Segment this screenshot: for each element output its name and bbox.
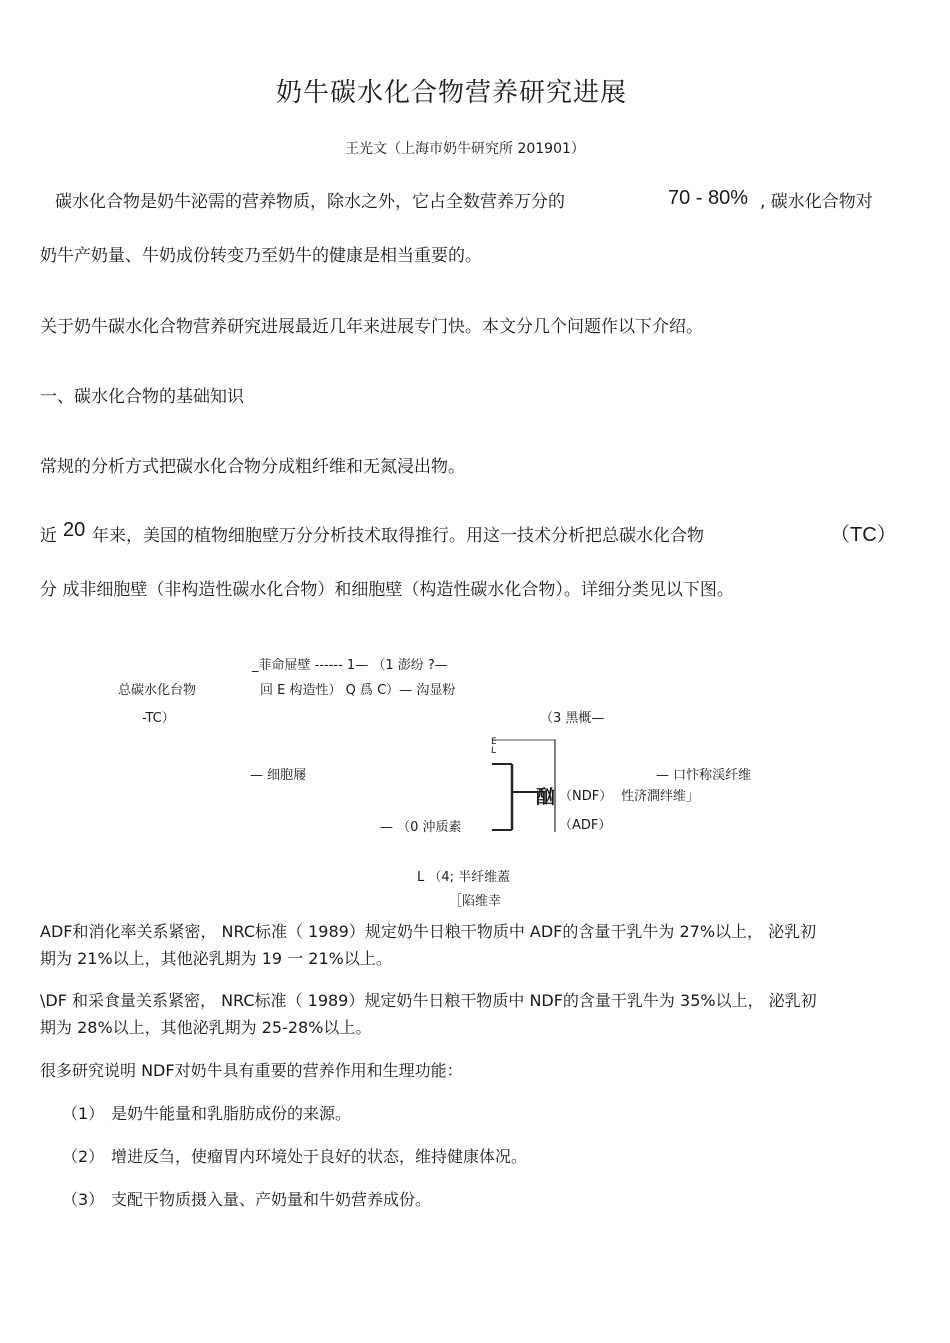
diagram-lignin: — （0 沖质素	[380, 820, 462, 835]
para5-line2: 期为 21%以上，其他泌乳期为 19 一 21%以上。	[40, 949, 392, 968]
diagram-tc: -TC）	[142, 711, 175, 726]
para6-line1: \DF 和采食量关系紧密， NRC标准（ 1989）规定奶牛日粮干物质中 NDF的含量干乳牛为 35%以上， 泌乳初	[40, 991, 817, 1010]
diagram-cell-wall: — 细胞屦	[250, 768, 307, 783]
para6-line2: 期为 28%以上，其他泌乳期为 25-28%以上。	[40, 1018, 372, 1037]
para1-percent: 70 - 80%	[668, 187, 749, 209]
diagram-line5: 性济澗绊维」	[621, 789, 700, 804]
diagram-line4: — 口忭称渓纤维	[656, 768, 752, 783]
diagram-adf: （ADF）	[559, 818, 612, 833]
para4-number: 20	[63, 519, 86, 541]
para1-part2: , 碳水化合物对	[760, 192, 873, 212]
para1-part3: 奶牛产奶量、牛奶成份转变乃至奶牛的健康是相当重要的。	[40, 246, 482, 266]
list-item-2-text: 增进反刍，使瘤胃内环境处于良好的状态，维持健康体况。	[111, 1147, 528, 1166]
diagram-line2: 回 E 构造性） Q 爲 C）— 沟显粉	[260, 683, 456, 698]
page-title: 奶牛碳水化合物营养研究进展	[276, 78, 628, 108]
author-line: 王光文（上海市奶牛研究所 201901）	[345, 141, 585, 157]
list-item-3-text: 支配干物质摄入量、产奶量和牛奶营养成份。	[111, 1190, 432, 1209]
para3: 常规的分析方式把碳水化合物分成粗纤维和无氮浸出物。	[40, 457, 465, 477]
diagram-line3: （3 黑概—	[540, 711, 605, 726]
diagram-ndf: （NDF）	[559, 789, 613, 804]
diagram-line8: ［陷维幸	[449, 894, 502, 909]
diagram-line1: _菲命屉壁 ------ 1— （1 澎纷 ?—	[252, 658, 448, 673]
para1-part1: 碳水化合物是奶牛泌需的营养物质，除水之外，它占全数营养万分的	[55, 192, 565, 212]
diagram-symbol: 酗	[536, 786, 556, 808]
bracket-mark: E L	[491, 737, 497, 756]
para5-line1: ADF和消化率关系紧密， NRC标准（ 1989）规定奶牛日粮干物质中 ADF的含量干乳牛为 27%以上， 泌乳初	[40, 922, 817, 941]
para4-part3: 分 成非细胞壁（非构造性碳水化合物）和细胞壁（构造性碳水化合物）。详细分类见以下图。	[40, 580, 734, 600]
para4-tc: （TC）	[830, 524, 897, 546]
list-item-3-number: （3）	[62, 1190, 105, 1209]
diagram-hemicellulose: L （4; 半纤维蓋	[417, 870, 511, 885]
diagram-total-carb: 总碳水化台物	[118, 683, 197, 698]
para2: 关于奶牛碳水化合物营养研究进展最近几年来进展专门快。本文分几个问题作以下介绍。	[40, 317, 703, 337]
list-item-1-number: （1）	[62, 1104, 105, 1123]
para4-part1: 近	[40, 526, 57, 546]
list-item-1-text: 是奶牛能量和乳脂肪成份的来源。	[111, 1104, 352, 1123]
para4-part2: 年来，美国的植物细胞壁万分分析技术取得推行。用这一技术分析把总碳水化合物	[92, 526, 704, 546]
para7: 很多研究说明 NDF对奶牛具有重要的营养作用和生理功能：	[40, 1061, 463, 1080]
list-item-2-number: （2）	[62, 1147, 105, 1166]
section-heading-1: 一、碳水化合物的基础知识	[40, 387, 244, 407]
